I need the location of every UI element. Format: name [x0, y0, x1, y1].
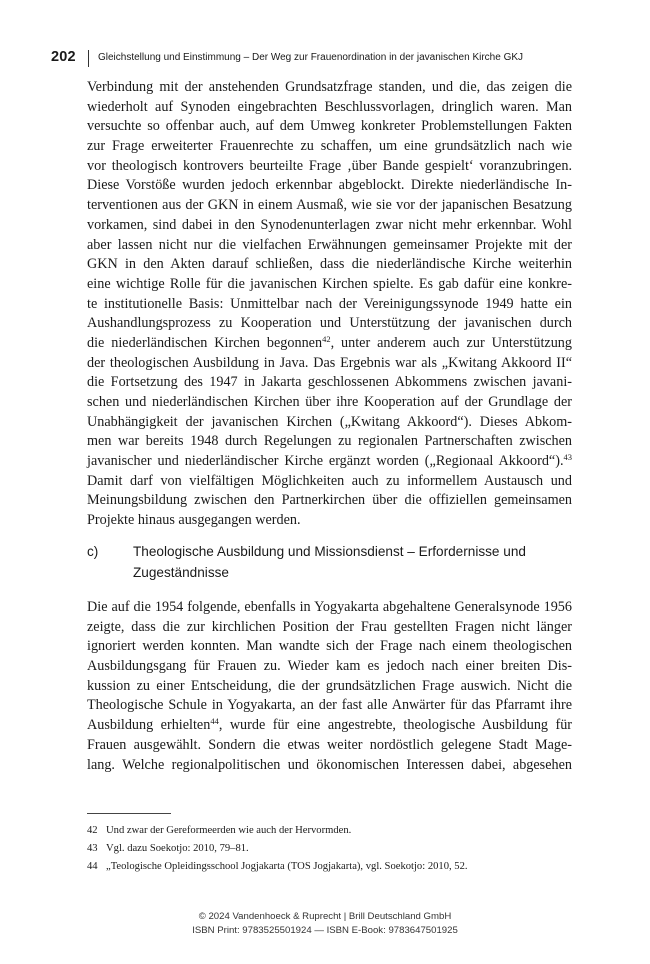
footnote-number: 42 [87, 825, 98, 836]
text-line: Theologische Schule in Yogyakarta, an der fast alle Anwärter für das Pfarramt ihre [87, 697, 572, 714]
text-line: versuchte so offenbar auch, auf dem Umweg konkreter Problemstellungen Fakten [87, 118, 572, 135]
text-line: die Fortsetzung des 1947 in Jakarta geschlossenen Abkommens zwischen javani- [87, 374, 572, 391]
text-segment: , wurde für eine angestrebte, theologische Ausbildung für [218, 717, 573, 734]
footnote-42 [87, 822, 572, 840]
footnote-44 [87, 858, 572, 876]
text-line: der theologischen Ausbildung in Java. Das Ergebnis war als „Kwitang Akkoord II“ [87, 354, 572, 371]
text-line: Projekte hinaus ausgegangen werden. [87, 512, 301, 529]
section-label: c) [87, 544, 99, 559]
footnote-divider [87, 813, 171, 814]
text-line: ignoriert werden konnten. Man wandte sich der Frage nach einem theologischen [87, 638, 572, 655]
text-line [87, 716, 572, 736]
text-line: vorkamen, sind dabei in den Synodenunterlagen zwar nicht mehr erkennbar. Wohl [87, 216, 572, 233]
text-segment: , unter anderem auch zur Unterstützung [330, 334, 572, 351]
text-segment: Ausbildung erhielten [87, 717, 211, 734]
copyright-line: © 2024 Vandenhoeck & Ruprecht | Brill Deutschland GmbH [198, 911, 452, 922]
footnote-number: 44 [87, 861, 98, 872]
text-line: wiederholt auf Synoden eingebrachten Beschlussvorlagen, dringlich waren. Man [87, 98, 572, 115]
isbn-line: ISBN Print: 9783525501924 — ISBN E-Book: 9783647501925 [192, 924, 458, 936]
text-line: Diese Vorstöße wurden jedoch erkennbar abgeblockt. Direkte niederländische In- [87, 177, 572, 194]
text-line: Damit darf von vielfältigen Möglichkeiten auch zu informellem Austausch und [87, 472, 572, 489]
text-line [87, 334, 572, 354]
text-line [87, 452, 572, 472]
footnote-text: „Teologische Opleidingsschool Jogjakarta (TOS Jogjakarta), vgl. Soekotjo: 2010, 52. [106, 861, 468, 872]
text-line: eine wichtige Rolle für die javanischen Kirchen spielte. Es gab dafür eine konkre- [87, 275, 572, 292]
running-head: Gleichstellung und Einstimmung – Der Weg zur Frauenordination in der javanischen Kirche GKJ [98, 52, 524, 63]
text-line: Verbindung mit der anstehenden Grundsatzfrage standen, und die, das zeigen die [87, 79, 572, 95]
text-line: te institutionelle Basis: Unmittelbar nach der Vereinigungssynode 1949 hatte ein [87, 295, 572, 312]
section-title-line: Zugeständnisse [133, 564, 229, 580]
footnotes [87, 822, 572, 876]
page-number: 202 [51, 49, 76, 65]
footnote-text: Und zwar der Gereformeerden wie auch der Hervormden. [106, 825, 352, 836]
text-line: Ausbildungsgang für Frauen zu. Wieder kam es jedoch nach einer breiten Dis- [87, 658, 572, 675]
footnote-ref-42[interactable]: 42 [322, 333, 331, 344]
paragraph-2 [87, 598, 572, 775]
text-line: men war bereits 1948 durch Regelungen zu regionalen Partnerschaften zwischen [87, 433, 572, 450]
footnote-ref-43[interactable]: 43 [563, 452, 572, 463]
text-line: schen und niederländischen Kirchen über ihre Kooperation auf der Grundlage der [87, 394, 572, 410]
text-line: Unabhängigkeit der javanischen Kirchen („Kwitang Akkoord“). Dieses Abkom- [87, 413, 572, 430]
text-line: lang. Welche regionalpolitischen und ökonomischen Interessen dabei, abgesehen [87, 756, 572, 773]
text-line: zur Frage erweiterter Frauenrechte zu schaffen, um eine grundsätzlich nach wie [87, 138, 572, 155]
paragraph-1 [87, 78, 572, 531]
text-line: GKN in den Akten darauf schließen, dass die niederländische Kirche weiterhin [87, 256, 572, 273]
text-line: terventionen aus der GKN in einem Ausmaß, wie sie vor der japanischen Besatzung [87, 197, 572, 214]
footnote-text: Vgl. dazu Soekotjo: 2010, 79–81. [106, 843, 249, 854]
text-line: Frauen ausgewählt. Sondern die etwas weiter nordöstlich gelegene Stadt Mage- [87, 736, 572, 753]
text-line: Meinungsbildung zwischen den Partnerkirchen über die offiziellen gemeinsamen [87, 492, 572, 509]
text-segment: javanischer und niederländischer Kirche ergänzt worden („Regionaal Akkoord“). [87, 453, 564, 470]
header-divider [88, 50, 89, 67]
footnote-number: 43 [87, 843, 98, 854]
text-line: vor theologisch kontrovers beurteilte Frage ‚über Bande gespielt‘ voranzubringen. [87, 157, 572, 174]
copyright-notice [0, 910, 650, 937]
text-line: aber lassen nicht nur die vielfachen Erwähnungen gemeinsamer Projekte mit der [87, 236, 572, 253]
text-segment: die niederländischen Kirchen begonnen [87, 334, 323, 351]
footnote-ref-44[interactable]: 44 [210, 716, 219, 727]
text-line: Aushandlungsprozess zu Kooperation und Unterstützung der javanischen durch [87, 315, 572, 332]
text-line: Die auf die 1954 folgende, ebenfalls in Yogyakarta abgehaltene Generalsynode 1956 [87, 599, 572, 615]
text-line: kussion zu einer Entscheidung, die der grundsätzlichen Frage auswich. Nicht die [87, 677, 572, 694]
section-title-line: Theologische Ausbildung und Missionsdienst – Erfordernisse und [133, 544, 526, 559]
footnote-43 [87, 840, 572, 858]
section-title [133, 542, 573, 583]
text-line: zeigte, dass die zur kirchlichen Position der Frau gestellten Fragen nicht länger [87, 618, 572, 635]
page-header [51, 49, 610, 69]
